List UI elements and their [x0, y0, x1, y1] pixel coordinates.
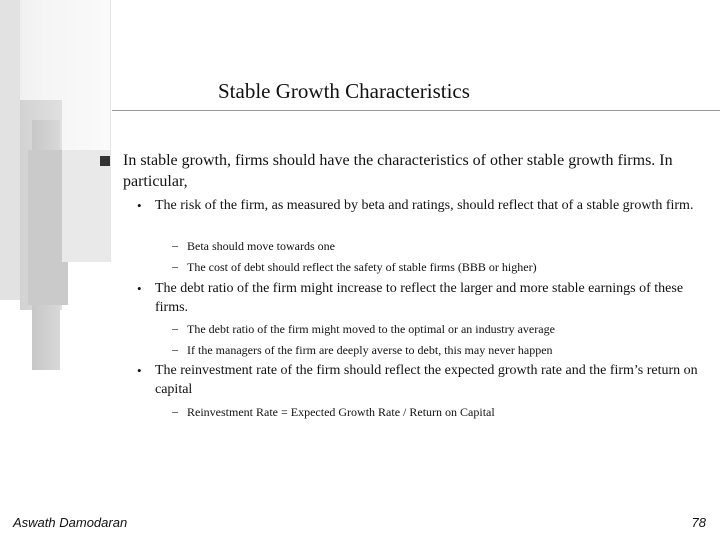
point-text: The risk of the firm, as measured by beta and ratings, should reflect that of a stable growth firm.	[155, 198, 694, 213]
bullet-icon: •	[137, 281, 142, 296]
intro-text: In stable growth, firms should have the characteristics of other stable growth firms. In particular,	[123, 152, 673, 190]
decorative-background-strip	[0, 0, 20, 300]
subpoint-text: Reinvestment Rate = Expected Growth Rate / Return on Capital	[187, 405, 495, 419]
dash-icon: –	[172, 259, 178, 273]
dash-icon: –	[172, 342, 178, 356]
dash-icon: –	[172, 238, 178, 252]
subpoint-text: The cost of debt should reflect the safety of stable firms (BBB or higher)	[187, 260, 537, 274]
bullet-icon: •	[137, 363, 142, 378]
slide-title: Stable Growth Characteristics	[218, 79, 470, 103]
bullet-icon: •	[137, 198, 142, 213]
dash-icon: –	[172, 404, 178, 418]
title-rule	[112, 110, 720, 111]
subpoint-text: Beta should move towards one	[187, 239, 335, 253]
dash-icon: –	[172, 321, 178, 335]
page-number: 78	[691, 515, 706, 530]
point-text: The debt ratio of the firm might increase to reflect the larger and more stable earnings of these firms.	[155, 281, 684, 315]
square-bullet-icon	[100, 156, 110, 166]
point-text: The reinvestment rate of the firm should reflect the expected growth rate and the firm’s return on capital	[155, 363, 698, 397]
vertical-rule	[110, 0, 111, 262]
author-name: Aswath Damodaran	[13, 515, 128, 530]
decorative-background-block	[62, 150, 110, 262]
subpoint-text: The debt ratio of the firm might moved to the optimal or an industry average	[187, 322, 555, 336]
subpoint-text: If the managers of the firm are deeply averse to debt, this may never happen	[187, 343, 553, 357]
